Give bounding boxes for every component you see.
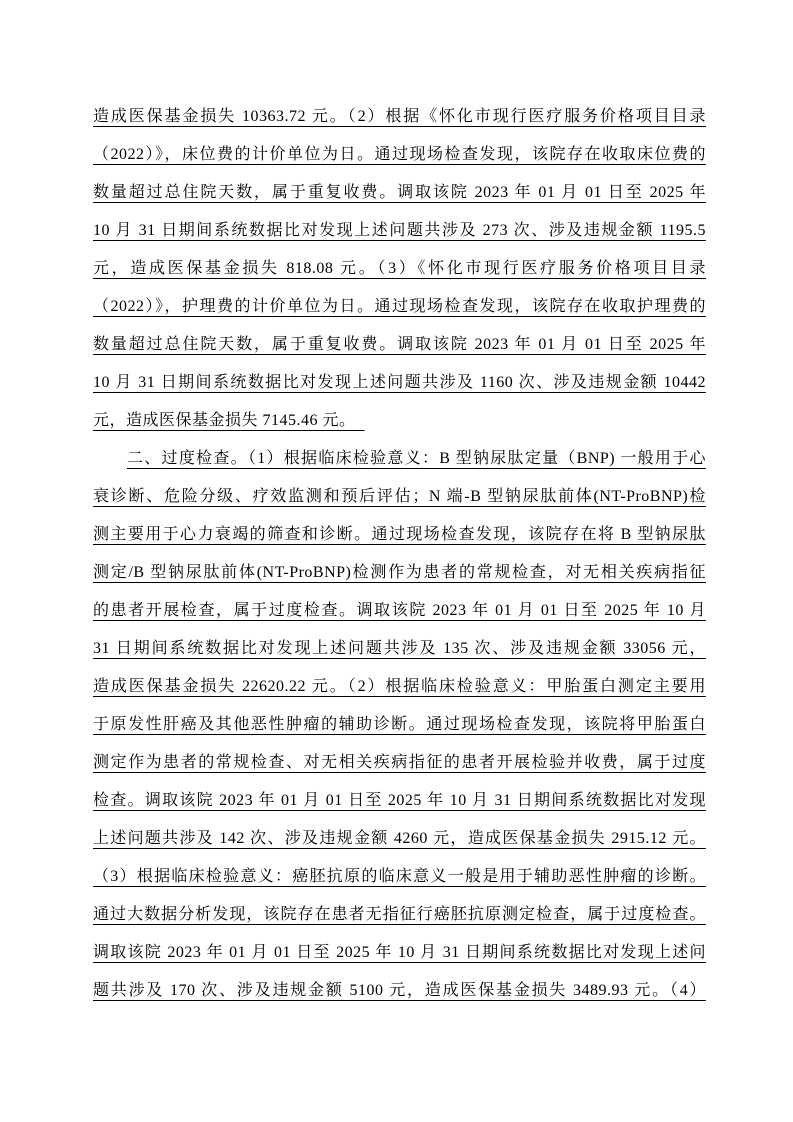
text-line: 通过大数据分析发现，该院存在患者无指征行癌胚抗原测定检查，属于过度检查。 bbox=[93, 906, 706, 923]
text-line: 于原发性肝癌及其他恶性肿瘤的辅助诊断。通过现场检查发现，该院将甲胎蛋白 bbox=[93, 716, 706, 733]
text-line: 二、过度检查。（1）根据临床检验意义：B 型钠尿肽定量（BNP) 一般用于心 bbox=[127, 450, 706, 467]
text-line: 元，造成医保基金损失 818.08 元。（3）《怀化市现行医疗服务价格项目目录 bbox=[93, 260, 706, 277]
text-line: 10 月 31 日期间系统数据比对发现上述问题共涉及 1160 次、涉及违规金额 10442 bbox=[93, 374, 706, 391]
document-body bbox=[93, 98, 706, 1010]
text-line: 测主要用于心力衰竭的筛查和诊断。通过现场检查发现，该院存在将 B 型钠尿肽 bbox=[93, 526, 706, 543]
text-line: 测定作为患者的常规检查、对无相关疾病指征的患者开展检验并收费，属于过度 bbox=[93, 754, 706, 771]
text-line: （2022）》，护理费的计价单位为日。通过现场检查发现，该院存在收取护理费的 bbox=[93, 298, 706, 315]
paragraph bbox=[93, 98, 706, 440]
text-line: 元，造成医保基金损失 7145.46 元。 bbox=[93, 412, 356, 429]
text-line: 数量超过总住院天数，属于重复收费。调取该院 2023 年 01 月 01 日至 2025 年 bbox=[93, 336, 706, 353]
text-line: 测定/B 型钠尿肽前体(NT-ProBNP)检测作为患者的常规检查，对无相关疾病指征 bbox=[93, 564, 706, 581]
text-line: （3）根据临床检验意义：癌胚抗原的临床意义一般是用于辅助恶性肿瘤的诊断。 bbox=[93, 868, 706, 885]
text-line: 10 月 31 日期间系统数据比对发现上述问题共涉及 273 次、涉及违规金额 1195.5 bbox=[93, 222, 706, 239]
text-line: 调取该院 2023 年 01 月 01 日至 2025 年 10 月 31 日期间系统数据比对发现上述问 bbox=[93, 944, 706, 961]
text-line: （2022）》，床位费的计价单位为日。通过现场检查发现，该院存在收取床位费的 bbox=[93, 146, 706, 163]
text-line: 题共涉及 170 次、涉及违规金额 5100 元，造成医保基金损失 3489.93 元。（4） bbox=[93, 982, 706, 999]
text-line: 31 日期间系统数据比对发现上述问题共涉及 135 次、涉及违规金额 33056 元， bbox=[93, 640, 706, 657]
paragraph bbox=[93, 440, 706, 1010]
text-line: 上述问题共涉及 142 次、涉及违规金额 4260 元，造成医保基金损失 2915.12 元。 bbox=[93, 830, 706, 847]
text-line: 造成医保基金损失 10363.72 元。（2）根据《怀化市现行医疗服务价格项目目录 bbox=[93, 108, 706, 125]
text-line: 数量超过总住院天数，属于重复收费。调取该院 2023 年 01 月 01 日至 2025 年 bbox=[93, 184, 706, 201]
text-line: 衰诊断、危险分级、疗效监测和预后评估；N 端-B 型钠尿肽前体(NT-ProBNP)检 bbox=[93, 488, 706, 505]
text-line: 检查。调取该院 2023 年 01 月 01 日至 2025 年 10 月 31 日期间系统数据比对发现 bbox=[93, 792, 706, 809]
text-line: 的患者开展检查，属于过度检查。调取该院 2023 年 01 月 01 日至 2025 年 10 月 bbox=[93, 602, 706, 619]
text-line: 造成医保基金损失 22620.22 元。（2）根据临床检验意义：甲胎蛋白测定主要用 bbox=[93, 678, 706, 695]
